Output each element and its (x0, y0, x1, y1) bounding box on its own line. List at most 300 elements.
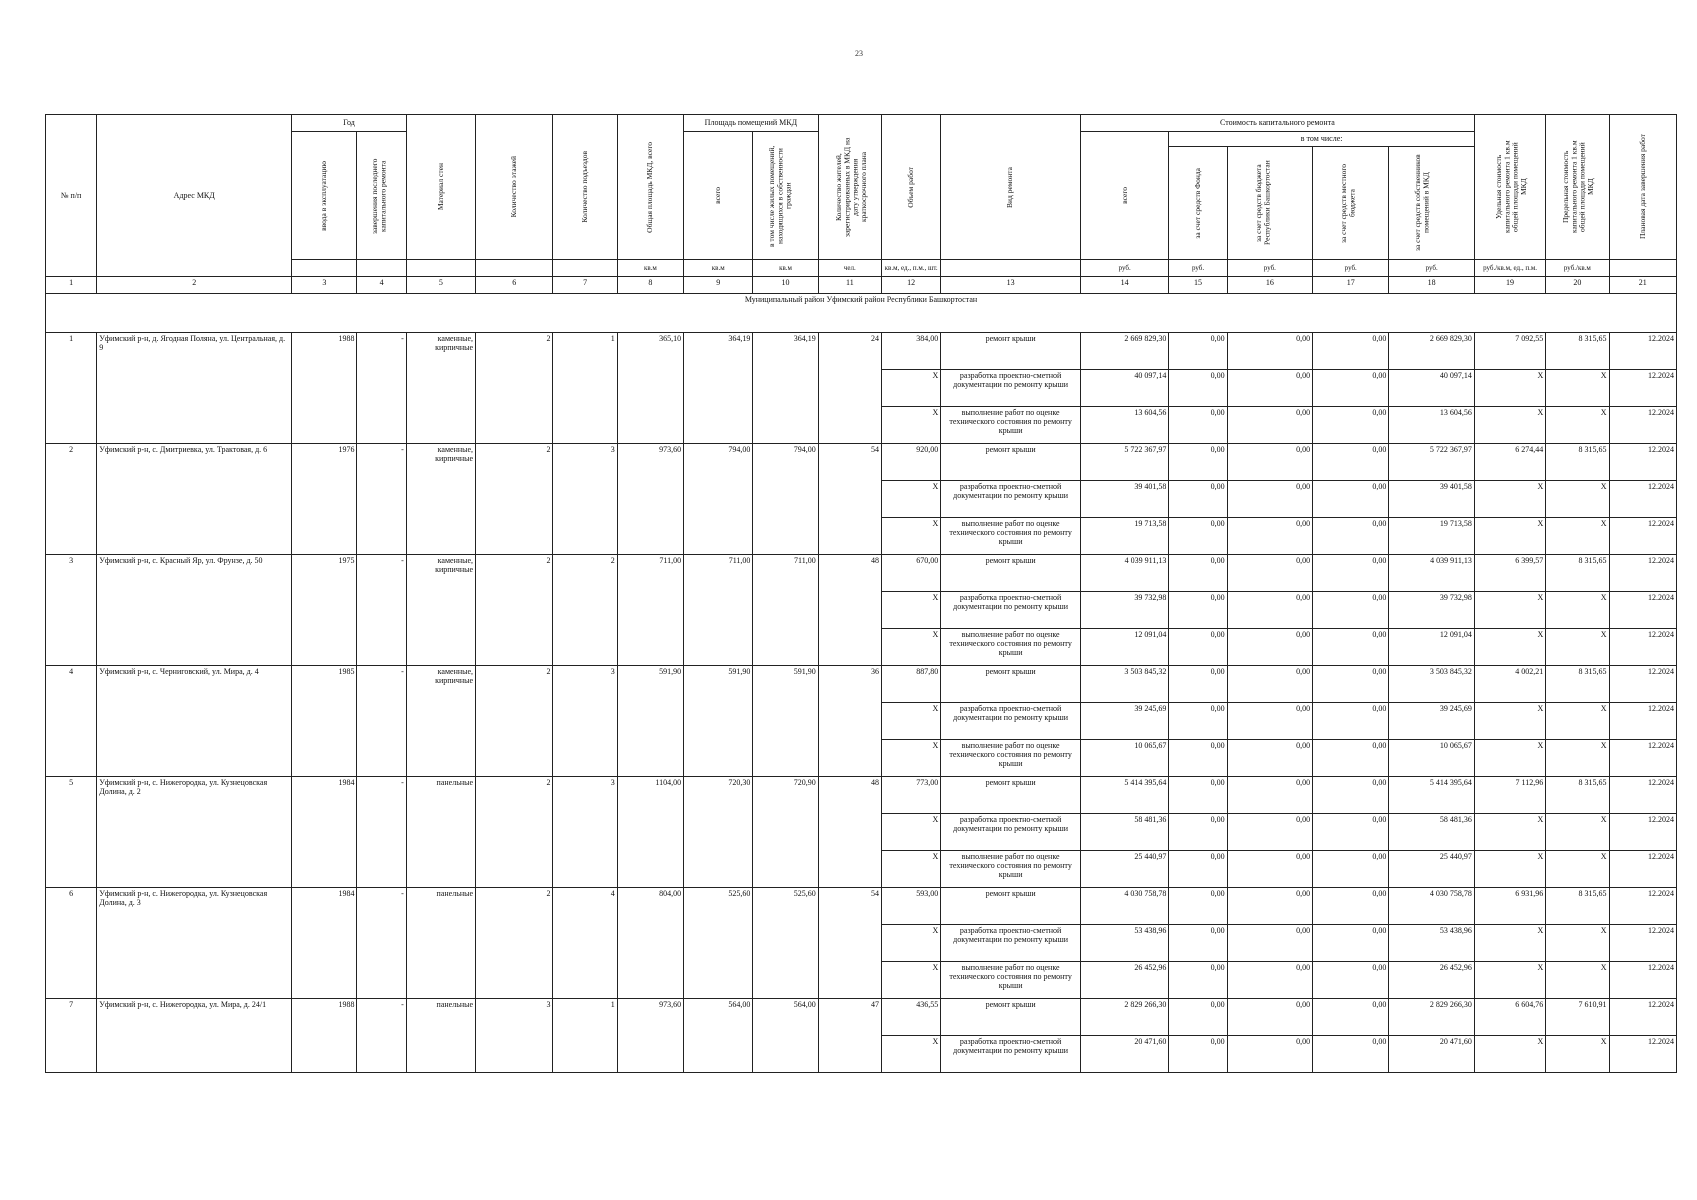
premises-area: 591,90 (684, 666, 753, 777)
max-cost: 8 315,65 (1546, 444, 1609, 481)
unit-cell: руб. (1389, 260, 1474, 277)
cost-owners: 3 503 845,32 (1389, 666, 1474, 703)
column-number: 7 (553, 277, 617, 294)
page-number: 23 (855, 49, 863, 58)
unit-cell (292, 260, 357, 277)
column-number: 1 (46, 277, 97, 294)
cost-owners: 5 414 395,64 (1389, 777, 1474, 814)
cost-fund: 0,00 (1169, 777, 1227, 814)
residents-count: 48 (818, 777, 881, 888)
cost-total: 53 438,96 (1080, 925, 1168, 962)
cost-total: 2 669 829,30 (1080, 333, 1168, 370)
house-address: Уфимский р-н, с. Нижегородка, ул. Мира, д. 24/1 (97, 999, 292, 1073)
work-type: ремонт крыши (941, 333, 1081, 370)
cost-total: 39 245,69 (1080, 703, 1168, 740)
cost-local: 0,00 (1313, 666, 1389, 703)
planned-date: 12.2024 (1609, 740, 1676, 777)
cost-budget-rb: 0,00 (1227, 888, 1312, 925)
cost-total: 5 414 395,64 (1080, 777, 1168, 814)
cost-fund: 0,00 (1169, 370, 1227, 407)
cost-local: 0,00 (1313, 592, 1389, 629)
cost-fund: 0,00 (1169, 481, 1227, 518)
cost-total: 4 030 758,78 (1080, 888, 1168, 925)
cost-fund: 0,00 (1169, 999, 1227, 1036)
max-cost: 8 315,65 (1546, 666, 1609, 703)
work-volume: X (882, 814, 941, 851)
cost-total: 26 452,96 (1080, 962, 1168, 999)
work-type: выполнение работ по оценке технического состояния по ремонту крыши (941, 629, 1081, 666)
premises-paying-area: 720,90 (753, 777, 818, 888)
work-volume: X (882, 851, 941, 888)
cost-fund: 0,00 (1169, 518, 1227, 555)
work-type: выполнение работ по оценке технического состояния по ремонту крыши (941, 851, 1081, 888)
unit-cell: руб. (1169, 260, 1227, 277)
residents-count: 54 (818, 444, 881, 555)
cost-total: 10 065,67 (1080, 740, 1168, 777)
cost-total: 2 829 266,30 (1080, 999, 1168, 1036)
column-number: 2 (97, 277, 292, 294)
cost-owners: 10 065,67 (1389, 740, 1474, 777)
cost-fund: 0,00 (1169, 703, 1227, 740)
column-number: 5 (406, 277, 475, 294)
unit-cell: руб. (1313, 260, 1389, 277)
year-last-overhaul: - (357, 444, 406, 555)
total-area: 591,90 (617, 666, 683, 777)
cost-fund: 0,00 (1169, 333, 1227, 370)
max-cost: X (1546, 703, 1609, 740)
house-number: 2 (46, 444, 97, 555)
unit-cell: руб. (1080, 260, 1168, 277)
column-number: 16 (1227, 277, 1312, 294)
unit-cost: X (1474, 518, 1545, 555)
year-commissioning: 1976 (292, 444, 357, 555)
table-row-house (46, 777, 1677, 814)
unit-cost: 6 604,76 (1474, 999, 1545, 1036)
cost-budget-rb: 0,00 (1227, 555, 1312, 592)
table-row-house (46, 333, 1677, 370)
table-body (46, 277, 1677, 1073)
cost-budget-rb: 0,00 (1227, 666, 1312, 703)
cost-local: 0,00 (1313, 518, 1389, 555)
premises-area: 720,30 (684, 777, 753, 888)
work-type: выполнение работ по оценке технического состояния по ремонту крыши (941, 740, 1081, 777)
work-type: выполнение работ по оценке технического состояния по ремонту крыши (941, 518, 1081, 555)
work-volume: X (882, 962, 941, 999)
header-cost-fund: за счет средств Фонда (1169, 147, 1227, 260)
cost-local: 0,00 (1313, 481, 1389, 518)
cost-local: 0,00 (1313, 1036, 1389, 1073)
cost-fund: 0,00 (1169, 407, 1227, 444)
cost-fund: 0,00 (1169, 666, 1227, 703)
floors-count: 2 (476, 333, 553, 444)
cost-fund: 0,00 (1169, 925, 1227, 962)
work-volume: 887,80 (882, 666, 941, 703)
work-type: ремонт крыши (941, 888, 1081, 925)
header-cost-total: всего (1080, 132, 1168, 260)
column-number: 11 (818, 277, 881, 294)
floors-count: 2 (476, 888, 553, 999)
column-number: 15 (1169, 277, 1227, 294)
house-number: 4 (46, 666, 97, 777)
unit-cell (406, 260, 475, 277)
unit-cell: руб. (1227, 260, 1312, 277)
cost-total: 19 713,58 (1080, 518, 1168, 555)
cost-total: 12 091,04 (1080, 629, 1168, 666)
house-number: 7 (46, 999, 97, 1073)
year-last-overhaul: - (357, 666, 406, 777)
unit-cost: 6 399,57 (1474, 555, 1545, 592)
work-volume: 920,00 (882, 444, 941, 481)
max-cost: X (1546, 629, 1609, 666)
unit-cell (357, 260, 406, 277)
house-number: 1 (46, 333, 97, 444)
cost-fund: 0,00 (1169, 592, 1227, 629)
unit-cost: X (1474, 703, 1545, 740)
planned-date: 12.2024 (1609, 999, 1676, 1036)
floors-count: 2 (476, 666, 553, 777)
cost-total: 25 440,97 (1080, 851, 1168, 888)
wall-material: каменные, кирпичные (406, 444, 475, 555)
header-max-cost: Предельная стоимость капитального ремонта 1 кв.м общей площади помещений МКД (1546, 115, 1609, 260)
cost-local: 0,00 (1313, 703, 1389, 740)
premises-paying-area: 794,00 (753, 444, 818, 555)
wall-material: панельные (406, 777, 475, 888)
cost-total: 5 722 367,97 (1080, 444, 1168, 481)
work-volume: X (882, 1036, 941, 1073)
cost-budget-rb: 0,00 (1227, 962, 1312, 999)
table-row-house (46, 555, 1677, 592)
cost-budget-rb: 0,00 (1227, 851, 1312, 888)
residents-count: 47 (818, 999, 881, 1073)
header-cost-local: за счет средств местного бюджета (1313, 147, 1389, 260)
cost-owners: 12 091,04 (1389, 629, 1474, 666)
cost-local: 0,00 (1313, 999, 1389, 1036)
year-commissioning: 1975 (292, 555, 357, 666)
premises-area: 564,00 (684, 999, 753, 1073)
work-volume: 436,55 (882, 999, 941, 1036)
header-work-type: Вид ремонта (941, 115, 1081, 260)
work-volume: X (882, 370, 941, 407)
column-number: 20 (1546, 277, 1609, 294)
entrances-count: 1 (553, 333, 617, 444)
max-cost: X (1546, 740, 1609, 777)
unit-cell (941, 260, 1081, 277)
entrances-count: 2 (553, 555, 617, 666)
cost-budget-rb: 0,00 (1227, 333, 1312, 370)
cost-total: 20 471,60 (1080, 1036, 1168, 1073)
unit-cost: X (1474, 407, 1545, 444)
cost-budget-rb: 0,00 (1227, 407, 1312, 444)
unit-cost: 6 274,44 (1474, 444, 1545, 481)
unit-cell: кв.м (753, 260, 818, 277)
work-volume: 773,00 (882, 777, 941, 814)
column-number: 19 (1474, 277, 1545, 294)
cost-owners: 13 604,56 (1389, 407, 1474, 444)
work-type: выполнение работ по оценке технического состояния по ремонту крыши (941, 407, 1081, 444)
column-number: 10 (753, 277, 818, 294)
header-premises-total: всего (684, 132, 753, 260)
wall-material: каменные, кирпичные (406, 555, 475, 666)
cost-fund: 0,00 (1169, 962, 1227, 999)
wall-material: панельные (406, 999, 475, 1073)
cost-owners: 25 440,97 (1389, 851, 1474, 888)
column-number: 18 (1389, 277, 1474, 294)
cost-fund: 0,00 (1169, 851, 1227, 888)
unit-cell: кв.м, ед., п.м., шт. (882, 260, 941, 277)
header-wall-material: Материал стен (406, 115, 475, 260)
work-type: разработка проектно-сметной документации по ремонту крыши (941, 814, 1081, 851)
work-volume: X (882, 629, 941, 666)
cost-fund: 0,00 (1169, 555, 1227, 592)
work-volume: 384,00 (882, 333, 941, 370)
cost-owners: 39 401,58 (1389, 481, 1474, 518)
cost-local: 0,00 (1313, 629, 1389, 666)
cost-fund: 0,00 (1169, 629, 1227, 666)
unit-cost: 7 112,96 (1474, 777, 1545, 814)
cost-fund: 0,00 (1169, 814, 1227, 851)
unit-cost: 7 092,55 (1474, 333, 1545, 370)
premises-area: 711,00 (684, 555, 753, 666)
unit-cost: 6 931,96 (1474, 888, 1545, 925)
max-cost: 8 315,65 (1546, 555, 1609, 592)
cost-owners: 39 732,98 (1389, 592, 1474, 629)
cost-budget-rb: 0,00 (1227, 444, 1312, 481)
cost-local: 0,00 (1313, 333, 1389, 370)
unit-cost: X (1474, 814, 1545, 851)
planned-date: 12.2024 (1609, 703, 1676, 740)
total-area: 711,00 (617, 555, 683, 666)
wall-material: каменные, кирпичные (406, 333, 475, 444)
max-cost: X (1546, 481, 1609, 518)
work-type: разработка проектно-сметной документации по ремонту крыши (941, 592, 1081, 629)
header-cost: Стоимость капитального ремонта (1080, 115, 1474, 132)
entrances-count: 3 (553, 444, 617, 555)
column-number: 6 (476, 277, 553, 294)
entrances-count: 4 (553, 888, 617, 999)
header-work-volume: Объем работ (882, 115, 941, 260)
cost-local: 0,00 (1313, 851, 1389, 888)
year-commissioning: 1984 (292, 777, 357, 888)
unit-cell (476, 260, 553, 277)
planned-date: 12.2024 (1609, 518, 1676, 555)
max-cost: X (1546, 851, 1609, 888)
cost-fund: 0,00 (1169, 740, 1227, 777)
cost-total: 40 097,14 (1080, 370, 1168, 407)
table-header (46, 115, 1677, 277)
premises-area: 364,19 (684, 333, 753, 444)
cost-owners: 39 245,69 (1389, 703, 1474, 740)
table-row-house (46, 444, 1677, 481)
entrances-count: 3 (553, 777, 617, 888)
max-cost: X (1546, 814, 1609, 851)
house-address: Уфимский р-н, д. Ягодная Поляна, ул. Центральная, д. 9 (97, 333, 292, 444)
unit-cell: кв.м (617, 260, 683, 277)
table-row-house (46, 999, 1677, 1036)
cost-local: 0,00 (1313, 444, 1389, 481)
cost-owners: 4 039 911,13 (1389, 555, 1474, 592)
premises-area: 525,60 (684, 888, 753, 999)
year-last-overhaul: - (357, 777, 406, 888)
column-numbers-row (46, 277, 1677, 294)
cost-local: 0,00 (1313, 777, 1389, 814)
table-row-house (46, 888, 1677, 925)
max-cost: X (1546, 518, 1609, 555)
header-no: № п/п (46, 115, 97, 277)
residents-count: 24 (818, 333, 881, 444)
planned-date: 12.2024 (1609, 888, 1676, 925)
max-cost: X (1546, 407, 1609, 444)
cost-budget-rb: 0,00 (1227, 518, 1312, 555)
header-unit-cost: Удельная стоимость капитального ремонта 1 кв.м общей площади помещений МКД (1474, 115, 1545, 260)
cost-local: 0,00 (1313, 740, 1389, 777)
total-area: 365,10 (617, 333, 683, 444)
work-volume: X (882, 481, 941, 518)
work-type: разработка проектно-сметной документации по ремонту крыши (941, 925, 1081, 962)
max-cost: 7 610,91 (1546, 999, 1609, 1036)
unit-cell (1609, 260, 1676, 277)
planned-date: 12.2024 (1609, 925, 1676, 962)
wall-material: панельные (406, 888, 475, 999)
cost-budget-rb: 0,00 (1227, 1036, 1312, 1073)
house-address: Уфимский р-н, с. Черниговский, ул. Мира, д. 4 (97, 666, 292, 777)
year-commissioning: 1984 (292, 888, 357, 999)
year-commissioning: 1985 (292, 666, 357, 777)
total-area: 804,00 (617, 888, 683, 999)
year-last-overhaul: - (357, 888, 406, 999)
work-type: ремонт крыши (941, 555, 1081, 592)
max-cost: 8 315,65 (1546, 333, 1609, 370)
header-year-last-overhaul: завершения последнего капитального ремонта (357, 132, 406, 260)
cost-total: 39 732,98 (1080, 592, 1168, 629)
unit-cost: X (1474, 740, 1545, 777)
work-type: ремонт крыши (941, 666, 1081, 703)
cost-budget-rb: 0,00 (1227, 999, 1312, 1036)
work-volume: 593,00 (882, 888, 941, 925)
total-area: 1104,00 (617, 777, 683, 888)
header-incl: в том числе: (1169, 132, 1475, 147)
work-volume: X (882, 703, 941, 740)
unit-cell: чел. (818, 260, 881, 277)
work-type: ремонт крыши (941, 444, 1081, 481)
column-number: 13 (941, 277, 1081, 294)
planned-date: 12.2024 (1609, 333, 1676, 370)
cost-budget-rb: 0,00 (1227, 740, 1312, 777)
work-volume: X (882, 518, 941, 555)
planned-date: 12.2024 (1609, 629, 1676, 666)
cost-owners: 40 097,14 (1389, 370, 1474, 407)
max-cost: 8 315,65 (1546, 888, 1609, 925)
work-type: ремонт крыши (941, 999, 1081, 1036)
header-planned-date: Плановая дата завершения работ (1609, 115, 1676, 260)
cost-fund: 0,00 (1169, 1036, 1227, 1073)
premises-paying-area: 711,00 (753, 555, 818, 666)
cost-budget-rb: 0,00 (1227, 481, 1312, 518)
residents-count: 48 (818, 555, 881, 666)
overhaul-plan-table (45, 114, 1677, 1073)
premises-area: 794,00 (684, 444, 753, 555)
cost-budget-rb: 0,00 (1227, 925, 1312, 962)
premises-paying-area: 525,60 (753, 888, 818, 999)
cost-local: 0,00 (1313, 370, 1389, 407)
unit-cost: 4 002,21 (1474, 666, 1545, 703)
work-volume: X (882, 592, 941, 629)
header-cost-budget-rb: за счет средств бюджета Республики Башкортостан (1227, 147, 1312, 260)
cost-budget-rb: 0,00 (1227, 703, 1312, 740)
planned-date: 12.2024 (1609, 444, 1676, 481)
column-number: 3 (292, 277, 357, 294)
cost-budget-rb: 0,00 (1227, 370, 1312, 407)
year-last-overhaul: - (357, 999, 406, 1073)
cost-total: 4 039 911,13 (1080, 555, 1168, 592)
premises-paying-area: 564,00 (753, 999, 818, 1073)
year-last-overhaul: - (357, 333, 406, 444)
column-number: 21 (1609, 277, 1676, 294)
total-area: 973,60 (617, 999, 683, 1073)
planned-date: 12.2024 (1609, 1036, 1676, 1073)
cost-owners: 2 669 829,30 (1389, 333, 1474, 370)
floors-count: 3 (476, 999, 553, 1073)
cost-total: 58 481,36 (1080, 814, 1168, 851)
cost-owners: 20 471,60 (1389, 1036, 1474, 1073)
floors-count: 2 (476, 444, 553, 555)
wall-material: каменные, кирпичные (406, 666, 475, 777)
header-residents: Количество жителей, зарегистрированных в МКД на дату утверждения краткосрочного плана (818, 115, 881, 260)
planned-date: 12.2024 (1609, 962, 1676, 999)
unit-cost: X (1474, 370, 1545, 407)
work-volume: X (882, 925, 941, 962)
planned-date: 12.2024 (1609, 851, 1676, 888)
section-title: Муниципальный район Уфимский район Республики Башкортостан (46, 294, 1677, 333)
cost-budget-rb: 0,00 (1227, 814, 1312, 851)
cost-fund: 0,00 (1169, 888, 1227, 925)
residents-count: 54 (818, 888, 881, 999)
cost-budget-rb: 0,00 (1227, 777, 1312, 814)
house-address: Уфимский р-н, с. Нижегородка, ул. Кузнецовская Долина, д. 3 (97, 888, 292, 999)
header-entrances: Количество подъездов (553, 115, 617, 260)
premises-paying-area: 364,19 (753, 333, 818, 444)
header-year-commissioning: ввода в эксплуатацию (292, 132, 357, 260)
unit-cell (553, 260, 617, 277)
header-total-area: Общая площадь МКД, всего (617, 115, 683, 260)
cost-owners: 26 452,96 (1389, 962, 1474, 999)
total-area: 973,60 (617, 444, 683, 555)
cost-owners: 19 713,58 (1389, 518, 1474, 555)
house-number: 3 (46, 555, 97, 666)
cost-budget-rb: 0,00 (1227, 629, 1312, 666)
cost-local: 0,00 (1313, 814, 1389, 851)
entrances-count: 3 (553, 666, 617, 777)
floors-count: 2 (476, 555, 553, 666)
max-cost: X (1546, 1036, 1609, 1073)
column-number: 12 (882, 277, 941, 294)
house-address: Уфимский р-н, с. Нижегородка, ул. Кузнецовская Долина, д. 2 (97, 777, 292, 888)
house-number: 6 (46, 888, 97, 999)
max-cost: X (1546, 925, 1609, 962)
max-cost: X (1546, 592, 1609, 629)
cost-owners: 53 438,96 (1389, 925, 1474, 962)
cost-owners: 58 481,36 (1389, 814, 1474, 851)
house-address: Уфимский р-н, с. Красный Яр, ул. Фрунзе, д. 50 (97, 555, 292, 666)
max-cost: X (1546, 962, 1609, 999)
unit-cell: руб./кв.м (1546, 260, 1609, 277)
planned-date: 12.2024 (1609, 370, 1676, 407)
header-cost-owners: за счет средств собственников помещений в МКД (1389, 147, 1474, 260)
unit-cost: X (1474, 962, 1545, 999)
year-last-overhaul: - (357, 555, 406, 666)
planned-date: 12.2024 (1609, 592, 1676, 629)
column-number: 14 (1080, 277, 1168, 294)
column-number: 8 (617, 277, 683, 294)
